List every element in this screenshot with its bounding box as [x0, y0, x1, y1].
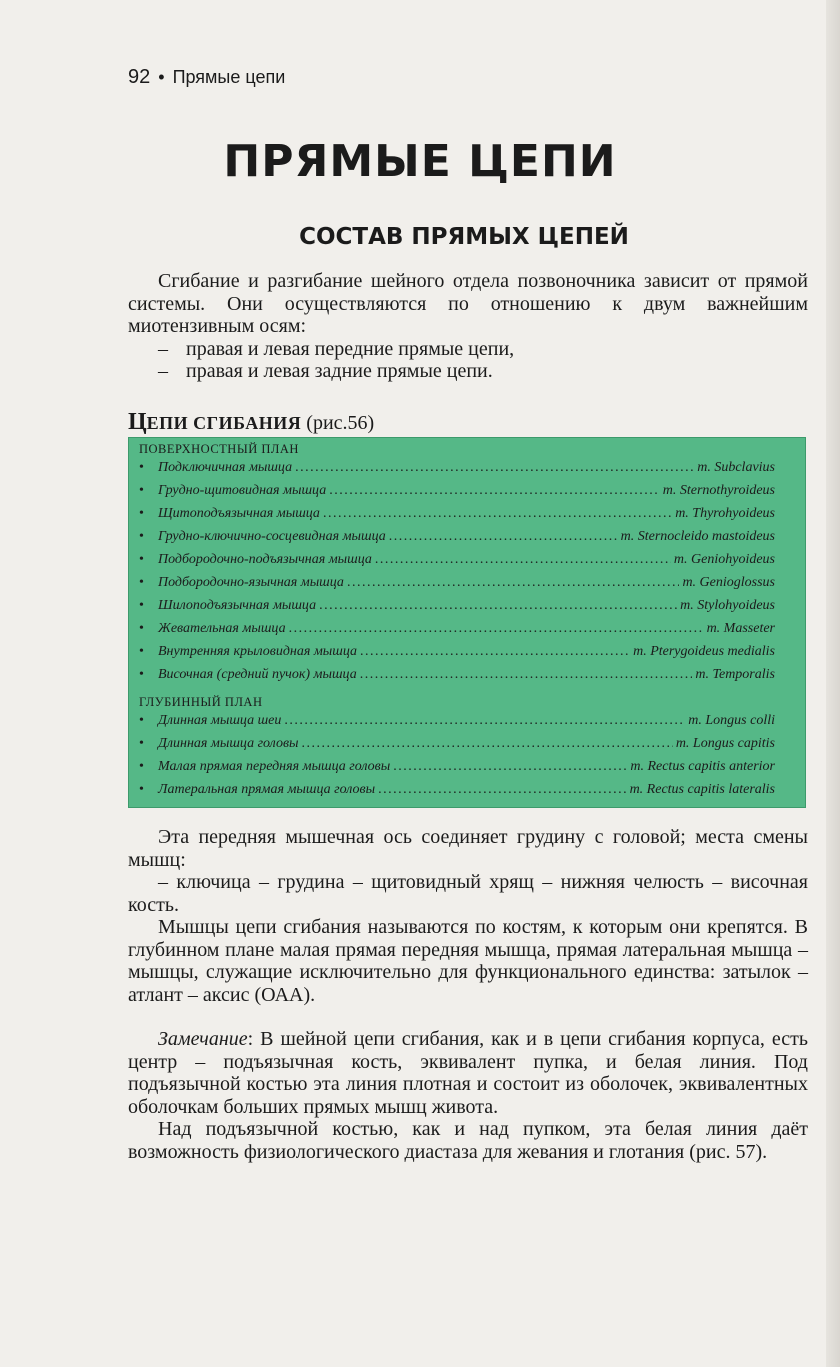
muscle-row: [139, 759, 775, 781]
leader-dots: [393, 759, 627, 775]
muscle-name-ru: Подбородочно-подъязычная мышца: [158, 552, 372, 567]
bullet: •: [139, 575, 144, 590]
muscle-row: [139, 667, 775, 689]
muscle-name-lat: m. Longus capitis: [675, 736, 775, 751]
leader-dots: [347, 575, 680, 591]
paragraph: Над подъязычной костью, как и над пупком, эта белая линия даёт возможность физиологического диастаза для жевания и глотания (рис. 57).: [128, 1118, 808, 1163]
paragraph: Эта передняя мышечная ось соединяет грудину с головой; места смены мышц:: [128, 826, 808, 871]
muscle-name-ru: Латеральная прямая мышца головы: [158, 782, 376, 797]
header-separator: •: [158, 67, 165, 87]
muscle-name-ru: Малая прямая передняя мышца головы: [158, 759, 391, 774]
deep-plan-label: ГЛУБИННЫЙ ПЛАН: [139, 695, 263, 709]
muscle-name-ru: Подключичная мышца: [158, 460, 293, 475]
body-text: [128, 826, 808, 1163]
bullet: •: [139, 529, 144, 544]
bullet: •: [139, 759, 144, 774]
muscle-name-lat: m. Pterygoideus medialis: [633, 644, 775, 659]
muscle-name-lat: m. Sternocleido mastoideus: [620, 529, 775, 544]
muscle-row: [139, 506, 775, 528]
leader-dots: [360, 644, 630, 660]
muscle-row: [139, 713, 775, 735]
page-number: 92: [128, 66, 151, 88]
paragraph: Мышцы цепи сгибания называются по костям, к которым они крепятся. В глубинном плане малая прямая передняя мышца, прямая латеральная мышца – мышцы, служащие исключительно для функционального единства: затылок – атлант – аксис (ОАА).: [128, 916, 808, 1006]
muscle-row: [139, 552, 775, 574]
muscle-name-lat: m. Rectus capitis anterior: [630, 759, 775, 774]
leader-dots: [378, 782, 626, 798]
muscle-row: [139, 598, 775, 620]
muscle-row: [139, 483, 775, 505]
muscle-name-ru: Грудно-ключично-сосцевидная мышца: [158, 529, 386, 544]
paragraph: – ключица – грудина – щитовидный хрящ – нижняя челюсть – височная кость.: [128, 871, 808, 916]
muscle-name-ru: Височная (средний пучок) мышца: [158, 667, 357, 682]
leader-dots: [319, 598, 677, 614]
muscle-row: [139, 644, 775, 666]
page-title: ПРЯМЫЕ ЦЕПИ: [223, 136, 617, 187]
muscle-name-lat: m. Subclavius: [697, 460, 775, 475]
muscle-name-ru: Подбородочно-язычная мышца: [158, 575, 344, 590]
leader-dots: [284, 713, 685, 729]
muscle-name-ru: Жевательная мышца: [158, 621, 286, 636]
bullet: •: [139, 782, 144, 797]
bullet: •: [139, 460, 144, 475]
leader-dots: [295, 460, 694, 476]
muscle-name-ru: Щитоподъязычная мышца: [158, 506, 320, 521]
muscle-name-ru: Внутренняя крыловидная мышца: [158, 644, 358, 659]
muscle-row: [139, 460, 775, 482]
muscle-name-ru: Грудно-щитовидная мышца: [158, 483, 327, 498]
page-edge: [826, 0, 840, 1367]
leader-dots: [289, 621, 704, 637]
muscle-name-lat: m. Temporalis: [695, 667, 775, 682]
bullet: •: [139, 736, 144, 751]
muscle-name-lat: m. Masseter: [706, 621, 775, 636]
leader-dots: [389, 529, 618, 545]
section-heading: ЦЕПИ СГИБАНИЯ (рис.56): [128, 409, 375, 435]
muscle-name-ru: Длинная мышца шеи: [158, 713, 282, 728]
superficial-plan-label: ПОВЕРХНОСТНЫЙ ПЛАН: [139, 442, 299, 456]
dash-item: – правая и левая задние прямые цепи.: [158, 360, 493, 382]
leader-dots: [323, 506, 672, 522]
muscle-name-lat: m. Stylohyoideus: [680, 598, 775, 613]
bullet: •: [139, 552, 144, 567]
running-header: [128, 66, 285, 89]
muscle-row: [139, 529, 775, 551]
muscle-name-lat: m. Thyrohyoideus: [675, 506, 775, 521]
leader-dots: [375, 552, 671, 568]
muscle-row: [139, 736, 775, 758]
running-title: Прямые цепи: [172, 67, 286, 87]
bullet: •: [139, 644, 144, 659]
intro-paragraph: Сгибание и разгибание шейного отдела позвоночника зависит от прямой системы. Они осуществляются по отношению к двум важнейшим миотензивным осям:: [128, 270, 808, 337]
figure-reference: (рис.56): [306, 412, 375, 434]
bullet: •: [139, 598, 144, 613]
remark-paragraph: Замечание: В шейной цепи сгибания, как и в цепи сгибания корпуса, есть центр – подъязычная кость, эквивалент пупка, и белая линия. Под подъязычной костью эта линия плотная и состоит из оболочек, эквивалентных оболочкам больших прямых мышц живота.: [128, 1028, 808, 1118]
bullet: •: [139, 713, 144, 728]
bullet: •: [139, 621, 144, 636]
muscle-name-ru: Шилоподъязычная мышца: [158, 598, 317, 613]
muscle-row: [139, 782, 775, 804]
muscle-name-lat: m. Rectus capitis lateralis: [629, 782, 775, 797]
muscle-name-lat: m. Geniohyoideus: [673, 552, 775, 567]
remark-label: Замечание: [158, 1028, 248, 1050]
intro-block: [128, 270, 808, 383]
bullet: •: [139, 667, 144, 682]
muscle-name-lat: m. Sternothyroideus: [662, 483, 775, 498]
muscle-row: [139, 621, 775, 643]
leader-dots: [302, 736, 673, 752]
leader-dots: [360, 667, 693, 683]
dash-item: – правая и левая передние прямые цепи,: [158, 337, 515, 360]
bullet: •: [139, 506, 144, 521]
muscle-name-lat: m. Longus colli: [688, 713, 775, 728]
bullet: •: [139, 483, 144, 498]
muscle-name-ru: Длинная мышца головы: [158, 736, 299, 751]
section-subtitle: СОСТАВ ПРЯМЫХ ЦЕПЕЙ: [299, 224, 629, 250]
muscle-row: [139, 575, 775, 597]
muscle-name-lat: m. Genioglossus: [682, 575, 775, 590]
muscle-table: [128, 437, 806, 808]
leader-dots: [329, 483, 660, 499]
